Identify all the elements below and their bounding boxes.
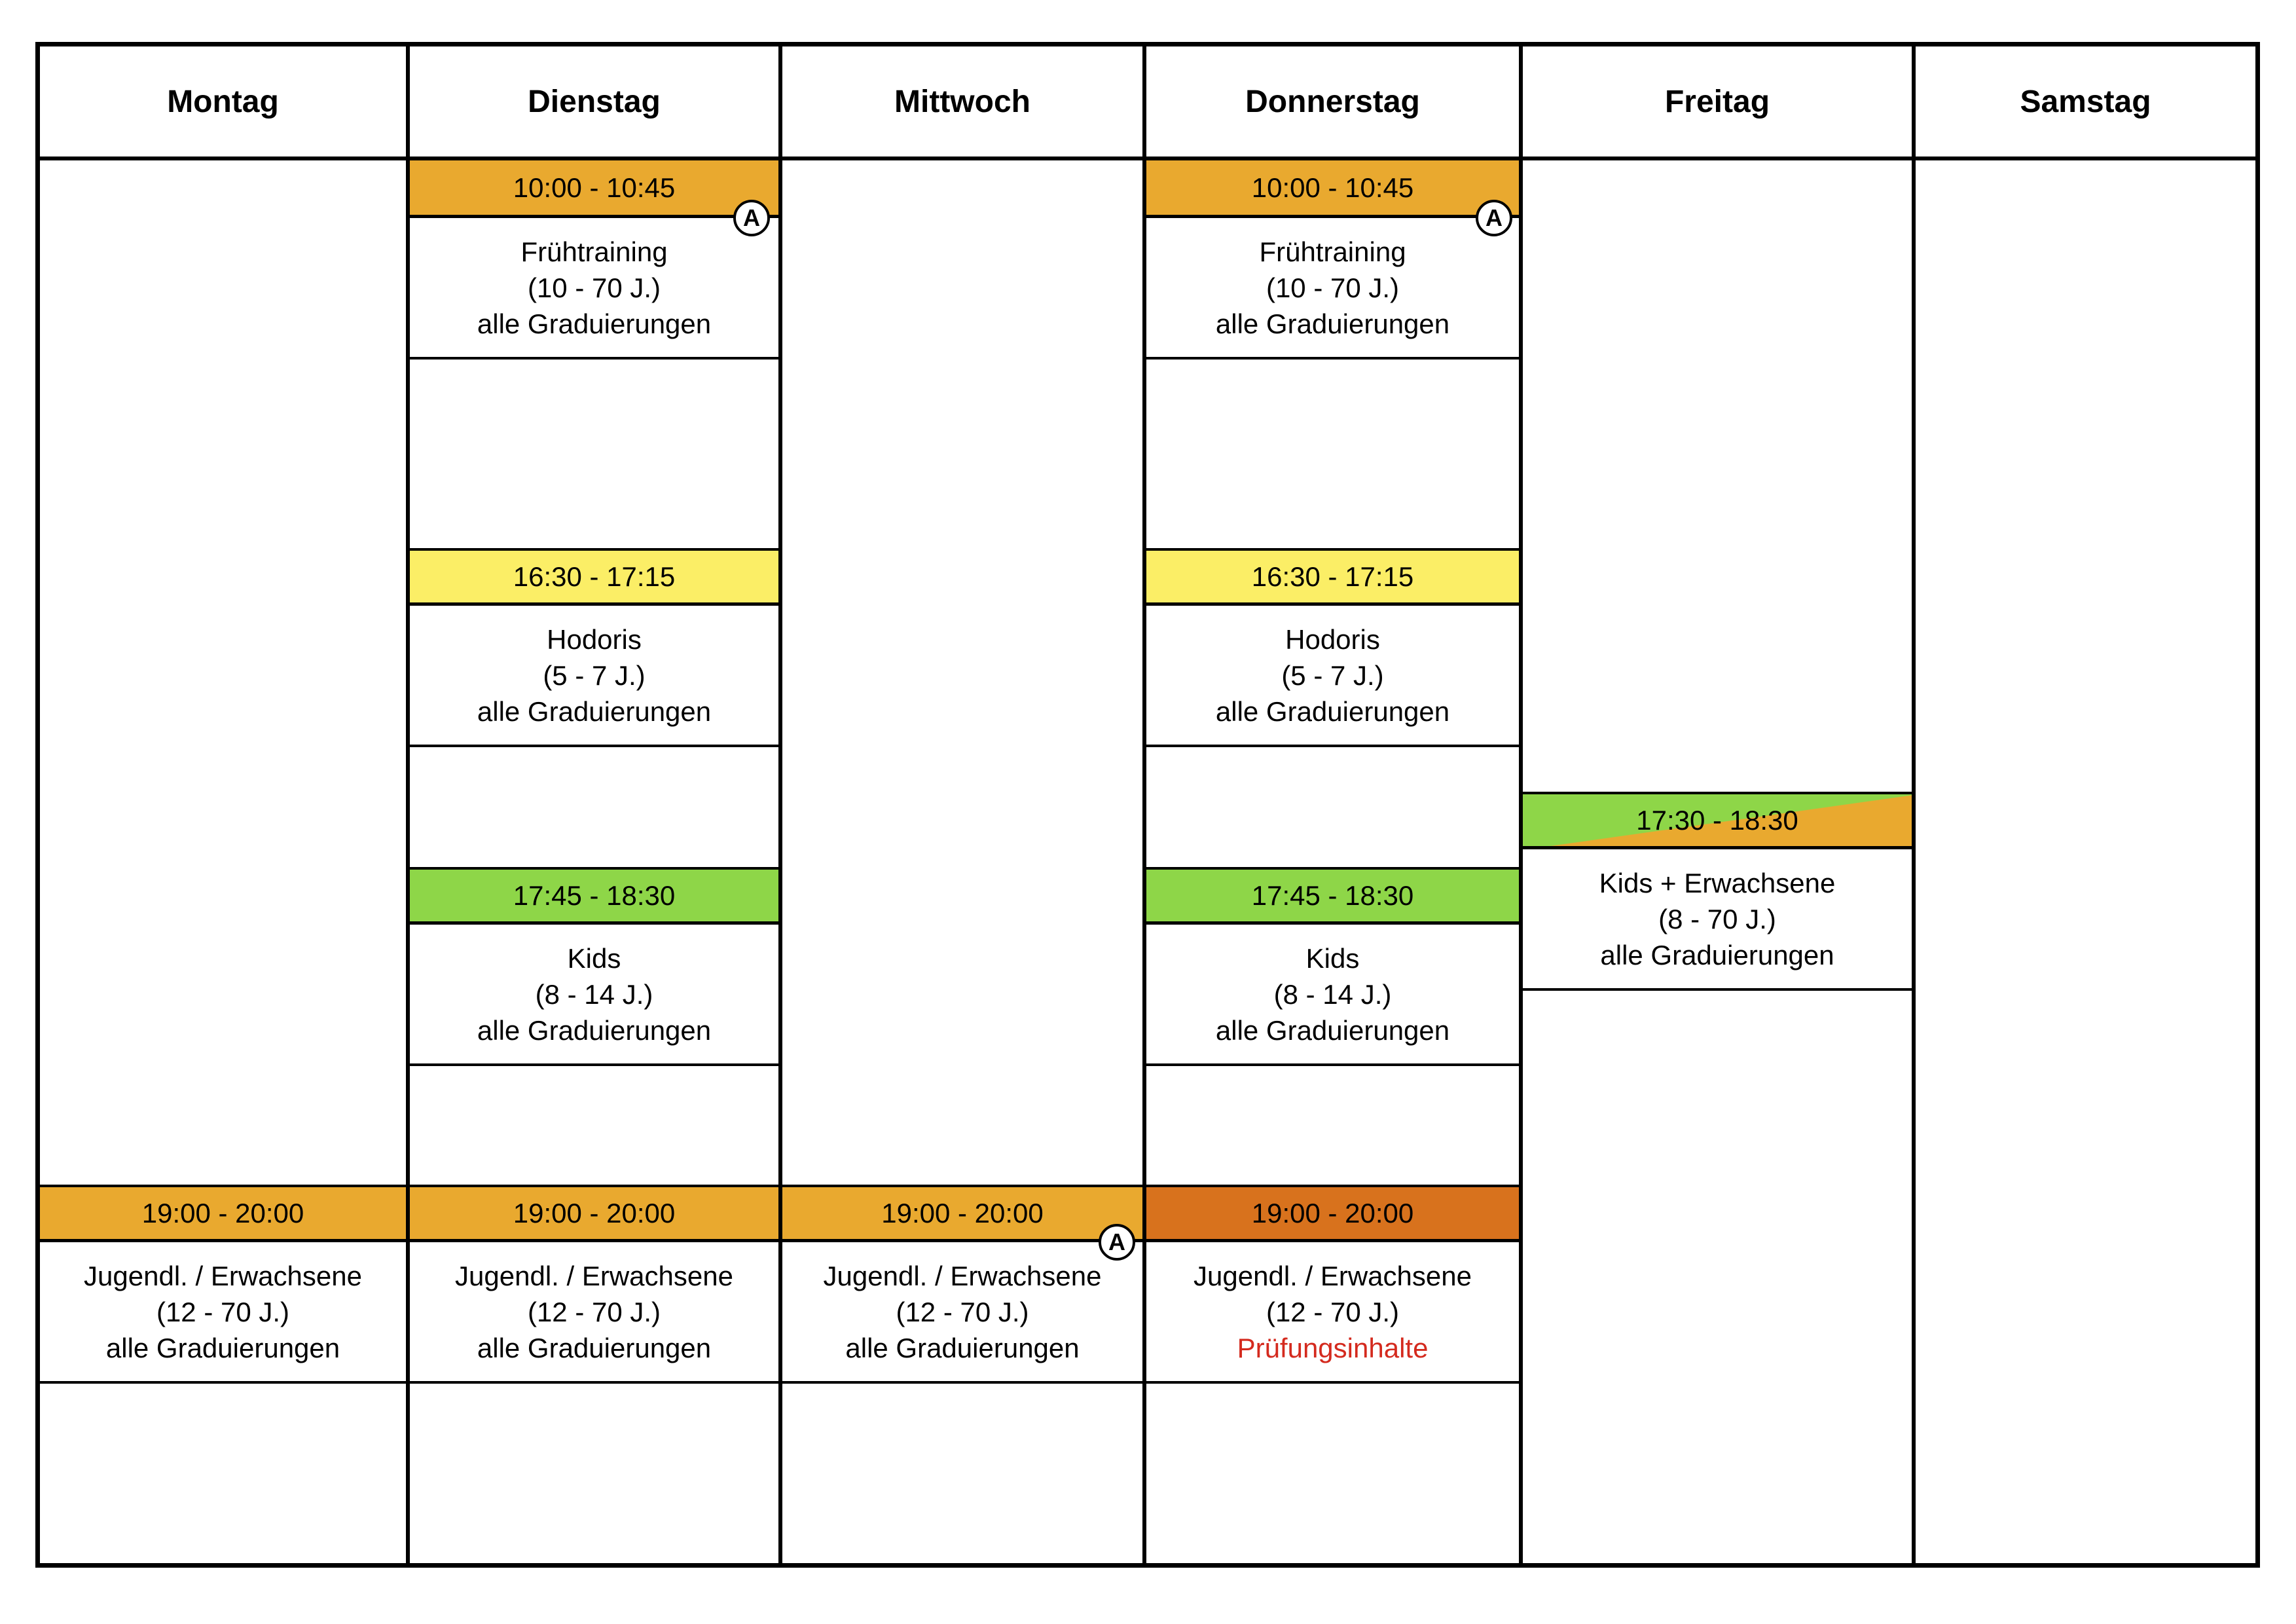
time-band: 16:30 - 17:15 xyxy=(1146,548,1519,606)
session-name: Hodoris xyxy=(547,623,642,655)
session-info xyxy=(410,218,778,360)
session-dienstag-evening[interactable] xyxy=(410,1185,778,1381)
session-name: Frühtraining xyxy=(520,236,668,267)
day-header-donnerstag: Donnerstag xyxy=(1245,84,1420,119)
column-divider xyxy=(1912,42,1916,1568)
session-name: Jugendl. / Erwachsene xyxy=(823,1260,1102,1291)
session-name: Kids xyxy=(567,942,621,974)
session-montag-evening[interactable] xyxy=(40,1185,406,1381)
session-name: Kids xyxy=(1305,942,1360,974)
session-level: alle Graduierungen xyxy=(477,1014,712,1046)
session-donnerstag-hodoris[interactable] xyxy=(1146,548,1519,745)
session-info xyxy=(40,1242,406,1384)
time-band: 16:30 - 17:15 xyxy=(410,548,778,606)
session-dienstag-hodoris[interactable] xyxy=(410,548,778,745)
session-age: (5 - 7 J.) xyxy=(543,659,646,691)
session-exam-note: Prüfungsinhalte xyxy=(1237,1332,1429,1363)
session-name: Jugendl. / Erwachsene xyxy=(455,1260,733,1291)
session-age: (8 - 14 J.) xyxy=(1273,978,1392,1010)
session-name: Hodoris xyxy=(1285,623,1380,655)
session-level: alle Graduierungen xyxy=(1600,939,1834,970)
time-band: 10:00 - 10:45 xyxy=(1146,160,1519,218)
session-age: (12 - 70 J.) xyxy=(156,1296,290,1327)
time-band: 19:00 - 20:00 xyxy=(40,1185,406,1242)
session-age: (12 - 70 J.) xyxy=(527,1296,661,1327)
session-age: (10 - 70 J.) xyxy=(1266,272,1400,303)
session-level: alle Graduierungen xyxy=(1215,695,1450,727)
session-info xyxy=(1146,1242,1519,1384)
session-freitag-mixed[interactable] xyxy=(1523,792,1912,988)
session-level: alle Graduierungen xyxy=(477,308,712,339)
session-info xyxy=(1146,218,1519,360)
session-level: alle Graduierungen xyxy=(477,1332,712,1363)
session-info xyxy=(410,1242,778,1384)
session-info xyxy=(410,606,778,747)
time-band: 19:00 - 20:00 xyxy=(1146,1185,1519,1242)
column-divider xyxy=(778,42,782,1568)
session-donnerstag-evening[interactable] xyxy=(1146,1185,1519,1381)
weekly-schedule-table xyxy=(35,42,2260,1568)
session-name: Frühtraining xyxy=(1259,236,1406,267)
session-level: alle Graduierungen xyxy=(105,1332,340,1363)
session-age: (8 - 70 J.) xyxy=(1658,903,1776,934)
session-info xyxy=(1146,606,1519,747)
session-age: (5 - 7 J.) xyxy=(1281,659,1384,691)
session-name: Jugendl. / Erwachsene xyxy=(84,1260,362,1291)
time-band: 17:30 - 18:30 xyxy=(1523,792,1912,849)
day-header-montag: Montag xyxy=(167,84,279,119)
day-header-freitag: Freitag xyxy=(1664,84,1770,119)
session-donnerstag-kids[interactable] xyxy=(1146,867,1519,1063)
session-info xyxy=(782,1242,1142,1384)
session-age: (12 - 70 J.) xyxy=(896,1296,1029,1327)
day-header-dienstag: Dienstag xyxy=(528,84,661,119)
column-divider xyxy=(406,42,410,1568)
session-level: alle Graduierungen xyxy=(1215,308,1450,339)
column-divider xyxy=(1519,42,1523,1568)
session-dienstag-kids[interactable] xyxy=(410,867,778,1063)
session-mittwoch-evening[interactable] xyxy=(782,1185,1142,1381)
session-level: alle Graduierungen xyxy=(477,695,712,727)
session-info xyxy=(1146,925,1519,1066)
badge-a-icon: A xyxy=(733,200,770,236)
session-age: (8 - 14 J.) xyxy=(535,978,653,1010)
session-age: (12 - 70 J.) xyxy=(1266,1296,1400,1327)
session-age: (10 - 70 J.) xyxy=(527,272,661,303)
session-info xyxy=(1523,849,1912,991)
header-divider xyxy=(35,157,2260,160)
badge-a-icon: A xyxy=(1476,200,1512,236)
session-dienstag-morning[interactable] xyxy=(410,160,778,357)
time-band: 19:00 - 20:00 xyxy=(782,1185,1142,1242)
session-name: Jugendl. / Erwachsene xyxy=(1194,1260,1472,1291)
session-name: Kids + Erwachsene xyxy=(1599,867,1836,898)
time-band: 10:00 - 10:45 xyxy=(410,160,778,218)
time-band: 17:45 - 18:30 xyxy=(410,867,778,925)
day-header-mittwoch: Mittwoch xyxy=(894,84,1030,119)
session-info xyxy=(410,925,778,1066)
time-band: 17:45 - 18:30 xyxy=(1146,867,1519,925)
badge-a-icon: A xyxy=(1099,1224,1135,1261)
column-divider xyxy=(1142,42,1146,1568)
session-donnerstag-morning[interactable] xyxy=(1146,160,1519,357)
day-header-samstag: Samstag xyxy=(2020,84,2151,119)
session-level: alle Graduierungen xyxy=(845,1332,1080,1363)
session-level: alle Graduierungen xyxy=(1215,1014,1450,1046)
time-band: 19:00 - 20:00 xyxy=(410,1185,778,1242)
